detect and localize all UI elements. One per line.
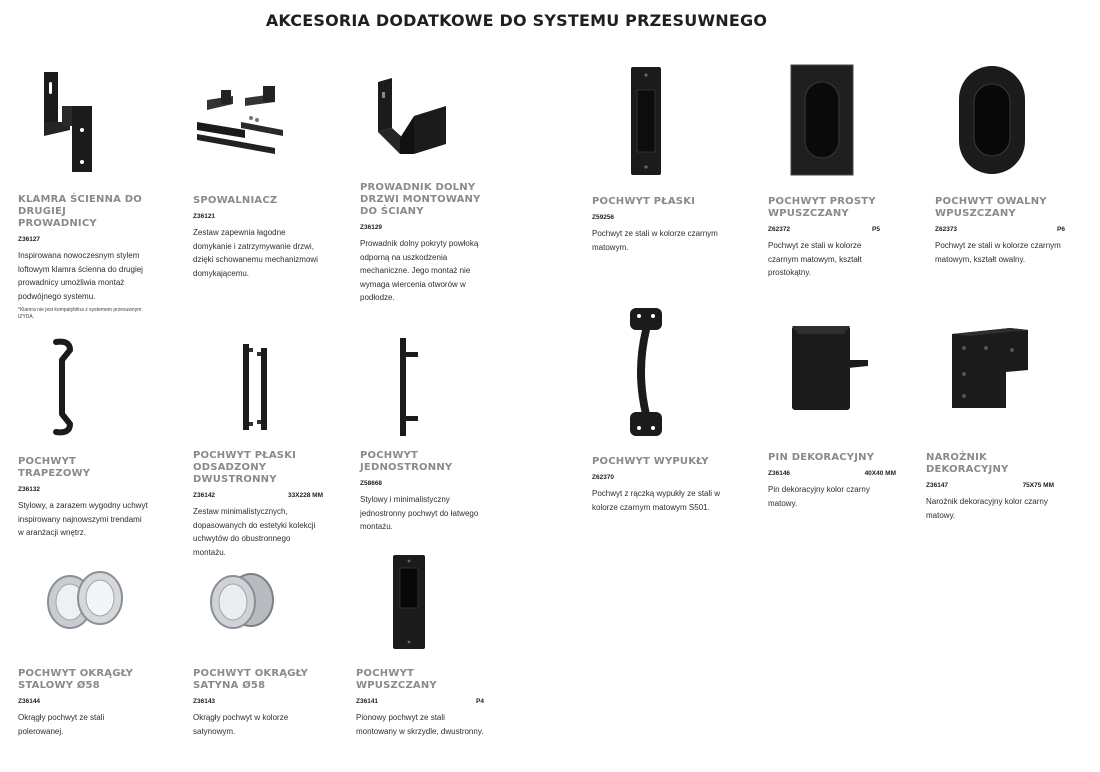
- product-description: Stylowy, a zarazem wygodny uchwyt inspirowany najnowszymi trendami w aranżacji wnętrz.: [18, 501, 148, 537]
- product-description: Pochwyt ze stali w kolorze czarnym matowym.: [592, 229, 718, 252]
- round-steel-pull-image: [36, 570, 128, 632]
- product-description: Pin dekoracyjny kolor czarny matowy.: [768, 485, 870, 508]
- product-code: Z58668: [360, 480, 383, 487]
- product-title: NAROŻNIK DEKORACYJNY: [926, 452, 1009, 475]
- product-size: 40X40 MM: [864, 470, 896, 477]
- product-description: Narożnik dekoracyjny kolor czarny matowy.: [926, 497, 1048, 520]
- floor-guide-image: [374, 78, 454, 168]
- product-description: Okrągły pochwyt ze stali polerowanej.: [18, 713, 105, 736]
- product-title: POCHWYT TRAPEZOWY: [18, 456, 91, 479]
- product-title: POCHWYT JEDNOSTRONNY: [360, 450, 453, 473]
- oval-flush-pull-image: [957, 64, 1027, 176]
- product-code: Z36127: [18, 236, 41, 243]
- decorative-pin-image: [790, 324, 870, 412]
- product-owalny: [935, 64, 1065, 284]
- product-title: POCHWYT OWALNY WPUSZCZANY: [935, 196, 1047, 219]
- trapezoid-handle-image: [48, 338, 78, 436]
- product-description: Stylowy i minimalistyczny jednostronny pochwyt do łatwego montażu.: [360, 495, 479, 531]
- round-satin-pull-image: [203, 570, 283, 632]
- product-code: Z62373: [935, 226, 958, 233]
- product-description: Pochwyt ze stali w kolorze czarnym matowym, kształt prostokątny.: [768, 241, 862, 277]
- product-size: 75X75 MM: [1022, 482, 1054, 489]
- product-size: P4: [476, 698, 484, 705]
- product-pin: [768, 324, 896, 524]
- product-code: Z59256: [592, 214, 615, 221]
- product-description: Prowadnik dolny pokryty powłoką odporną na uszkodzenia mechaniczne. Jego montaż nie wymaga wiercenia otworów w podłodze.: [360, 239, 479, 302]
- product-title: SPOWALNIACZ: [193, 195, 278, 206]
- wall-clamp-image: [40, 70, 100, 180]
- flat-pull-image: [630, 66, 662, 176]
- product-description: Pochwyt ze stali w kolorze czarnym matowym, kształt owalny.: [935, 241, 1061, 264]
- product-spowalniacz: [193, 78, 318, 298]
- product-description: Pochwyt z rączką wypukły ze stali w kolorze czarnym matowym S501.: [592, 489, 721, 512]
- product-size: P5: [872, 226, 880, 233]
- product-code: Z36132: [18, 486, 41, 493]
- product-wypukly: [592, 306, 722, 536]
- product-description: Zestaw minimalistycznych, dopasowanych do estetyki kolekcji uchwytów do obustronnego montażu.: [193, 507, 316, 557]
- soft-close-image: [193, 78, 293, 158]
- product-title: POCHWYT OKRĄGŁY SATYNA Ø58: [193, 668, 309, 691]
- product-prowadnik: [360, 78, 495, 318]
- product-title: POCHWYT WPUSZCZANY: [356, 668, 437, 691]
- product-jednostronny: [360, 336, 480, 536]
- product-title: POCHWYT OKRĄGŁY STALOWY Ø58: [18, 668, 134, 691]
- product-title: POCHWYT PŁASKI ODSADZONY DWUSTRONNY: [193, 450, 297, 485]
- product-okragly-satyna: [193, 570, 323, 750]
- product-trapezowy: [18, 338, 148, 538]
- product-code: Z62370: [592, 474, 615, 481]
- product-wpuszczany: [356, 554, 484, 754]
- single-sided-pull-image: [394, 336, 424, 438]
- flush-pull-image: [392, 554, 426, 650]
- product-code: Z62372: [768, 226, 791, 233]
- product-description: Zestaw zapewnia łagodne domykanie i zatrzymywanie drzwi, dzięki schowanemu mechanizmowi domykającemu.: [193, 228, 318, 278]
- product-title: POCHWYT PROSTY WPUSZCZANY: [768, 196, 876, 219]
- product-title: POCHWYT WYPUKŁY: [592, 456, 709, 467]
- product-description: Inspirowana nowoczesnym stylem loftowym klamra ścienna do drugiej prowadnicy umożliwia montaż podwójnego systemu.: [18, 251, 143, 301]
- product-code: Z36147: [926, 482, 949, 489]
- product-title: POCHWYT PŁASKI: [592, 196, 696, 207]
- product-code: Z36141: [356, 698, 379, 705]
- product-title: KLAMRA ŚCIENNA DO DRUGIEJ PROWADNICY: [18, 194, 142, 229]
- page-title: AKCESORIA DODATKOWE DO SYSTEMU PRZESUWNEGO: [265, 11, 768, 30]
- product-size: 33X228 MM: [287, 492, 323, 499]
- product-note: *Klamra nie jest kompatybilna z systemem przesuwnym IZYDA.: [18, 307, 142, 320]
- product-code: Z36143: [193, 698, 216, 705]
- product-description: Pionowy pochwyt ze stali montowany w skrzydle, dwustronny.: [356, 713, 484, 736]
- convex-pull-image: [628, 306, 668, 438]
- rectangular-flush-pull-image: [790, 64, 854, 176]
- product-naroznik: [926, 326, 1054, 526]
- product-description: Okrągły pochwyt w kolorze satynowym.: [193, 713, 289, 736]
- product-size: P6: [1057, 226, 1065, 233]
- product-code: Z36144: [18, 698, 41, 705]
- product-prosty: [768, 64, 880, 284]
- product-code: Z36146: [768, 470, 791, 477]
- product-plaski: [592, 66, 722, 266]
- product-klamra: [18, 70, 148, 320]
- product-odsadzony: [193, 342, 323, 557]
- decorative-corner-image: [950, 326, 1030, 410]
- product-code: Z36121: [193, 213, 216, 220]
- double-offset-pull-image: [239, 342, 271, 432]
- product-okragly-stal: [18, 570, 148, 750]
- product-title: PROWADNIK DOLNY DRZWI MONTOWANY DO ŚCIANY: [360, 182, 481, 217]
- product-code: Z36142: [193, 492, 216, 499]
- product-title: PIN DEKORACYJNY: [768, 452, 875, 463]
- product-code: Z36129: [360, 224, 383, 231]
